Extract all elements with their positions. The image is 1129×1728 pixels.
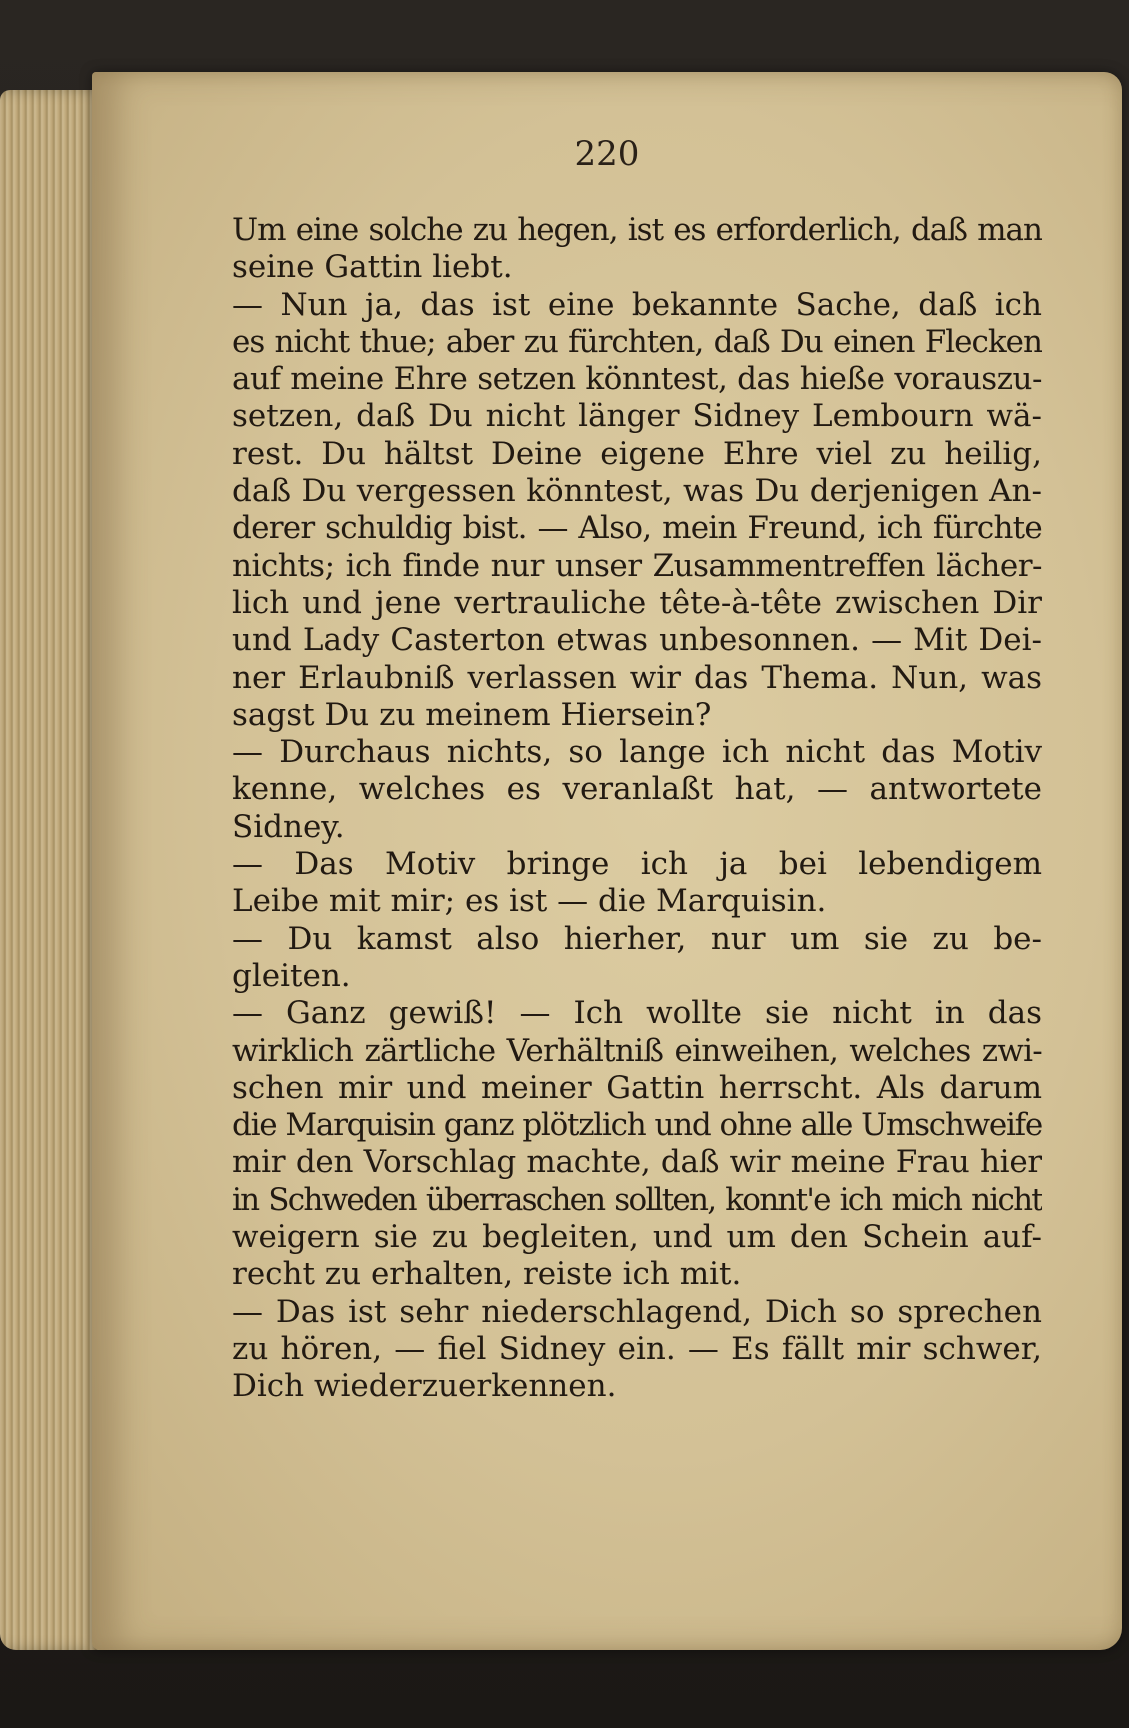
- text-line: Sidney.: [232, 808, 345, 845]
- text-line: nichts; ich finde nur unser Zusammentreffen lächer-: [232, 547, 1042, 584]
- text-line: Dich wiederzuerkennen.: [232, 1368, 617, 1405]
- page-number: 220: [574, 134, 640, 174]
- paragraph: [232, 287, 1042, 735]
- text-line: zu hören, — fiel Sidney ein. — Es fällt mir schwer,: [232, 1330, 1042, 1367]
- text-line: daß Du vergessen könntest, was Du derjenigen An-: [232, 473, 1042, 510]
- text-line: — Ganz gewiß! — Ich wollte sie nicht in das: [232, 995, 1042, 1032]
- body-text: [232, 212, 1042, 1406]
- paragraph: [232, 212, 1042, 287]
- text-line: — Durchaus nichts, so lange ich nicht das Motiv: [232, 734, 1042, 771]
- text-line: gleiten.: [232, 957, 351, 994]
- text-line: ner Erlaubniß verlassen wir das Thema. Nun, was: [232, 659, 1042, 696]
- text-line: derer schuldig bist. — Also, mein Freund, ich fürchte: [232, 510, 1042, 547]
- text-line: — Das Motiv bringe ich ja bei lebendigem: [232, 846, 1042, 883]
- paragraph: [232, 846, 1042, 921]
- text-line: kenne, welches es veranlaßt hat, — antwortete: [232, 771, 1042, 808]
- text-line: und Lady Casterton etwas unbesonnen. — Mit Dei-: [232, 622, 1042, 659]
- text-line: schen mir und meiner Gattin herrscht. Als darum: [232, 1069, 1042, 1106]
- text-line: sagst Du zu meinem Hiersein?: [232, 696, 712, 733]
- text-line: die Marquisin ganz plötzlich und ohne alle Umschweife: [232, 1107, 1042, 1144]
- text-line: mir den Vorschlag machte, daß wir meine Frau hier: [232, 1144, 1042, 1181]
- text-line: — Das ist sehr niederschlagend, Dich so sprechen: [232, 1293, 1042, 1330]
- text-line: wirklich zärtliche Verhältniß einweihen, welches zwi-: [232, 1032, 1042, 1069]
- text-line: seine Gattin liebt.: [232, 249, 513, 286]
- book-page: [92, 72, 1122, 1650]
- text-line: setzen, daß Du nicht länger Sidney Lembourn wä-: [232, 398, 1042, 435]
- text-line: Leibe mit mir; es ist — die Marquisin.: [232, 883, 827, 920]
- paragraph: [232, 921, 1042, 996]
- text-line: es nicht thue; aber zu fürchten, daß Du einen Flecken: [232, 323, 1042, 360]
- text-line: — Nun ja, das ist eine bekannte Sache, daß ich: [232, 286, 1042, 323]
- text-line: Um eine solche zu hegen, ist es erforderlich, daß man: [232, 212, 1042, 248]
- text-line: rest. Du hältst Deine eigene Ehre viel zu heilig,: [232, 435, 1042, 472]
- text-line: recht zu erhalten, reiste ich mit.: [232, 1256, 742, 1293]
- text-line: lich und jene vertrauliche tête-à-tête zwischen Dir: [232, 584, 1042, 621]
- paragraph: [232, 734, 1042, 846]
- paragraph: [232, 995, 1042, 1293]
- text-line: weigern sie zu begleiten, und um den Schein auf-: [232, 1219, 1042, 1256]
- text-line: — Du kamst also hierher, nur um sie zu be-: [232, 920, 1042, 957]
- paragraph: [232, 1294, 1042, 1406]
- text-line: in Schweden überraschen sollten, konnt'e ich mich nicht: [232, 1181, 1042, 1218]
- text-line: auf meine Ehre setzen könntest, das hieße vorauszu-: [232, 361, 1042, 398]
